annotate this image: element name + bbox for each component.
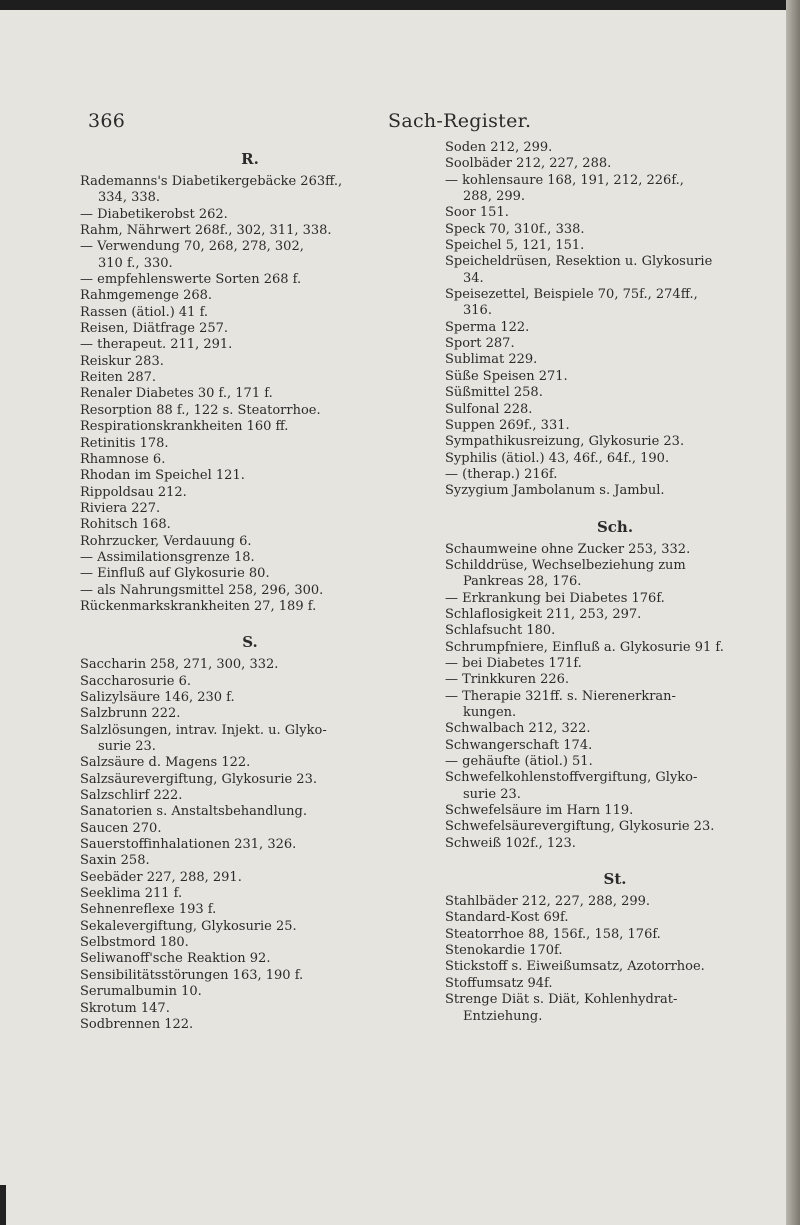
index-entry: Saucen 270. (80, 820, 162, 836)
index-entry: Sehnenreflexe 193 f. (80, 902, 217, 918)
index-entry: Rassen (ätiol.) 41 f. (80, 304, 209, 320)
index-entry: — (therap.) 216f. (445, 466, 558, 482)
index-entry: Seeklima 211 f. (80, 886, 183, 902)
index-entry: Sensibilitätsstörungen 163, 190 f. (80, 967, 304, 983)
index-entry: Schaumweine ohne Zucker 253, 332. (445, 541, 691, 557)
index-entry: Retinitis 178. (80, 435, 169, 451)
index-entry: Schwefelsäurevergiftung, Glykosurie 23. (445, 819, 715, 835)
index-entry: Stickstoff s. Eiweißumsatz, Azotorrhoe. (445, 959, 705, 975)
index-entry: Speicheldrüsen, Resektion u. Glykosurie (445, 254, 713, 270)
index-entry: Skrotum 147. (80, 1000, 170, 1016)
index-entry-continuation: 334, 338. (98, 190, 161, 206)
index-entry-continuation: 310 f., 330. (98, 255, 173, 271)
index-entry: Sperma 122. (445, 319, 530, 335)
index-entry: Schwefelkohlenstoffvergiftung, Glyko- (445, 770, 698, 786)
index-entry: Reiskur 283. (80, 353, 164, 369)
section-gap (445, 500, 785, 508)
index-entry: Seebäder 227, 288, 291. (80, 869, 242, 885)
index-entry-continuation: surie 23. (98, 739, 156, 754)
index-entry: Schwalbach 212, 322. (445, 721, 591, 737)
section-gap (80, 615, 420, 623)
running-head: Sach-Register. (388, 110, 532, 132)
index-entry: Rahmgemenge 268. (80, 288, 213, 304)
index-entry: — therapeut. 211, 291. (80, 337, 233, 353)
index-entry: Serumalbumin 10. (80, 984, 202, 1000)
index-entry: Stenokardie 170f. (445, 943, 563, 959)
index-entry: Schwangerschaft 174. (445, 737, 593, 753)
index-entry-continuation: 316. (463, 303, 492, 319)
index-entry: Speichel 5, 121, 151. (445, 238, 585, 254)
index-entry: Rademanns's Diabetikergebäcke 263ff., (80, 174, 343, 189)
section-heading: Sch. (596, 517, 634, 536)
index-entry: Saccharosurie 6. (80, 673, 192, 689)
index-entry-continuation: 34. (463, 270, 484, 286)
index-entry: Syphilis (ätiol.) 43, 46f., 64f., 190. (445, 450, 670, 466)
index-entry: Sekalevergiftung, Glykosurie 25. (80, 918, 297, 934)
index-entry: Salzlösungen, intrav. Injekt. u. Glyko- (80, 722, 327, 738)
section-heading: R. (241, 150, 259, 168)
index-entry: Schlaflosigkeit 211, 253, 297. (445, 606, 642, 622)
index-entry: — Assimilationsgrenze 18. (80, 549, 255, 565)
index-entry: Selbstmord 180. (80, 935, 189, 951)
index-entry: Sport 287. (445, 336, 515, 352)
index-entry: Rhamnose 6. (80, 451, 166, 467)
index-entry: Salzsäure d. Magens 122. (80, 755, 251, 771)
page-right-edge (786, 0, 800, 1225)
index-entry: Sauerstoffinhalationen 231, 326. (80, 837, 297, 853)
page-header (88, 110, 748, 138)
index-entry: Standard-Kost 69f. (445, 910, 569, 926)
index-entry: Salzbrunn 222. (80, 706, 181, 722)
index-entry: Schilddrüse, Wechselbeziehung zum (445, 557, 686, 573)
index-entry: Rippoldsau 212. (80, 484, 187, 500)
index-entry: Soor 151. (445, 205, 509, 221)
index-entry-continuation: surie 23. (463, 786, 521, 802)
index-entry: Sanatorien s. Anstaltsbehandlung. (80, 804, 307, 820)
index-entry: — Therapie 321ff. s. Nierenerkran- (445, 688, 676, 704)
index-entry: Speisezettel, Beispiele 70, 75f., 274ff., (445, 287, 698, 303)
index-entry: Sodbrennen 122. (80, 1016, 194, 1032)
section-heading: St. (603, 870, 627, 889)
index-entry: — kohlensaure 168, 191, 212, 226f., (445, 172, 684, 188)
index-entry: Rohrzucker, Verdauung 6. (80, 533, 252, 549)
right-index-column (445, 140, 785, 1025)
index-entry: Rohitsch 168. (80, 517, 171, 533)
index-entry: — Erkrankung bei Diabetes 176f. (445, 590, 665, 606)
index-entry: Sulfonal 228. (445, 401, 533, 417)
index-entry-continuation: kungen. (463, 705, 517, 720)
index-entry: Saxin 258. (80, 853, 150, 869)
index-entry: Rahm, Nährwert 268f., 302, 311, 338. (80, 223, 332, 239)
section-heading: S. (242, 633, 258, 652)
index-entry: Süße Speisen 271. (445, 368, 568, 384)
index-entry: — Einfluß auf Glykosurie 80. (80, 566, 270, 582)
index-entry: — Trinkkuren 226. (445, 672, 570, 688)
index-entry: Süßmittel 258. (445, 385, 543, 401)
index-entry: Respirationskrankheiten 160 ff. (80, 419, 289, 435)
index-entry: Stahlbäder 212, 227, 288, 299. (445, 894, 651, 910)
index-entry: Soolbäder 212, 227, 288. (445, 156, 612, 172)
index-entry: Strenge Diät s. Diät, Kohlenhydrat- (445, 992, 678, 1008)
index-entry: Saccharin 258, 271, 300, 332. (80, 657, 279, 673)
index-entry: Reiten 287. (80, 370, 157, 386)
index-entry: Salizylsäure 146, 230 f. (80, 689, 235, 705)
index-entry: Salzschlirf 222. (80, 788, 183, 804)
section-gap (445, 852, 785, 860)
index-entry: Rückenmarkskrankheiten 27, 189 f. (80, 598, 317, 614)
index-entry: Schweiß 102f., 123. (445, 835, 576, 851)
index-entry: — Diabetikerobst 262. (80, 206, 228, 222)
index-entry: Seliwanoff'sche Reaktion 92. (80, 951, 271, 967)
page-left-mark (0, 1185, 6, 1225)
index-entry: Speck 70, 310f., 338. (445, 221, 585, 237)
index-entry: — als Nahrungsmittel 258, 296, 300. (80, 582, 324, 598)
left-index-column (80, 140, 420, 1033)
index-entry: — empfehlenswerte Sorten 268 f. (80, 272, 302, 288)
index-entry: Rhodan im Speichel 121. (80, 468, 245, 484)
index-entry: Schwefelsäure im Harn 119. (445, 803, 634, 819)
index-entry: Sublimat 229. (445, 352, 538, 368)
index-entry: Renaler Diabetes 30 f., 171 f. (80, 386, 273, 402)
index-entry: Syzygium Jambolanum s. Jambul. (445, 483, 665, 499)
index-entry: Soden 212, 299. (445, 140, 553, 155)
index-entry-continuation: Entziehung. (463, 1008, 543, 1024)
index-entry: Riviera 227. (80, 500, 161, 516)
index-entry-continuation: 288, 299. (463, 189, 526, 205)
index-entry: Stoffumsatz 94f. (445, 975, 553, 991)
index-entry: Sympathikusreizung, Glykosurie 23. (445, 434, 685, 450)
index-entry: Schlafsucht 180. (445, 623, 556, 639)
index-entry: Suppen 269f., 331. (445, 417, 570, 433)
index-entry: Reisen, Diätfrage 257. (80, 321, 229, 337)
page-number: 366 (88, 110, 126, 132)
index-entry: Resorption 88 f., 122 s. Steatorrhoe. (80, 402, 321, 418)
index-entry: — bei Diabetes 171f. (445, 655, 582, 671)
page-top-edge (0, 0, 800, 10)
index-entry: Schrumpfniere, Einfluß a. Glykosurie 91 f. (445, 639, 724, 655)
index-entry: Steatorrhoe 88, 156f., 158, 176f. (445, 926, 661, 942)
index-entry: Salzsäurevergiftung, Glykosurie 23. (80, 771, 317, 787)
index-entry: — gehäufte (ätiol.) 51. (445, 754, 593, 770)
index-entry-continuation: Pankreas 28, 176. (463, 574, 582, 590)
index-entry: — Verwendung 70, 268, 278, 302, (80, 239, 304, 255)
